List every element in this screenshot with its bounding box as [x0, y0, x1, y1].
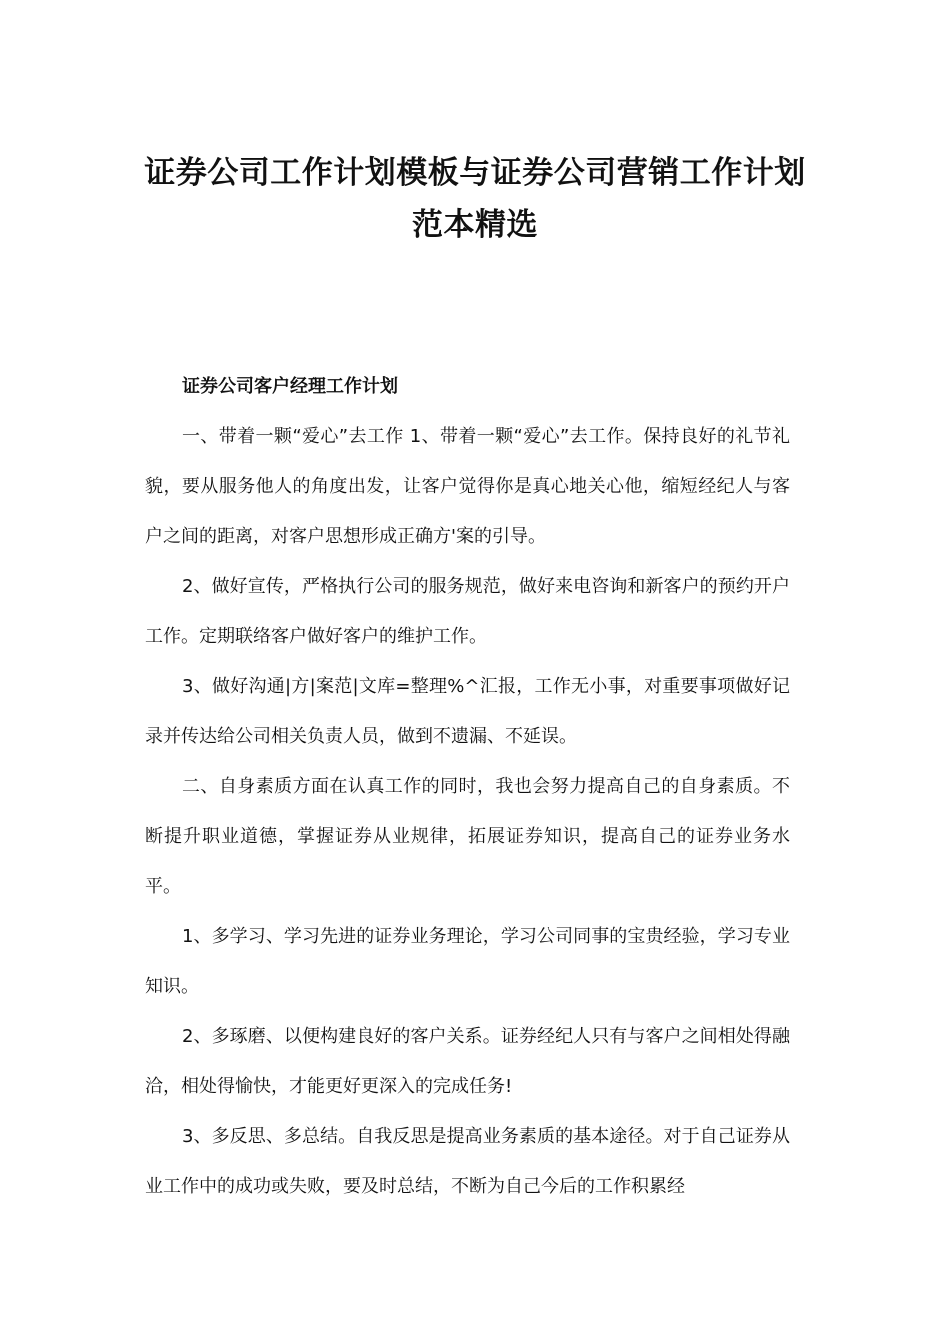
document-body: [145, 362, 790, 1212]
paragraph-think-more: 2、多琢磨、以便构建良好的客户关系。证券经纪人只有与客户之间相处得融洽，相处得愉快，才能更好更深入的完成任务!: [145, 1026, 790, 1097]
paragraph-communication: 3、做好沟通|方|案范|文库=整理%^汇报，工作无小事，对重要事项做好记录并传达给公司相关负责人员，做到不遗漏、不延误。: [145, 676, 790, 747]
paragraph-reflect-summarize: 3、多反思、多总结。自我反思是提高业务素质的基本途径。对于自己证券从业工作中的成功或失败，要及时总结，不断为自己今后的工作积累经: [145, 1126, 790, 1197]
paragraph-learn-more: 1、多学习、学习先进的证券业务理论，学习公司同事的宝贵经验，学习专业知识。: [145, 926, 790, 997]
document-title: 证券公司工作计划模板与证券公司营销工作计划范本精选: [144, 155, 806, 243]
section-heading: 证券公司客户经理工作计划: [182, 376, 398, 397]
paragraph-promotion: 2、做好宣传，严格执行公司的服务规范，做好来电咨询和新客户的预约开户工作。定期联络客户做好客户的维护工作。: [145, 576, 790, 647]
paragraph-self-quality: 二、自身素质方面在认真工作的同时，我也会努力提高自己的自身素质。不断提升职业道德，掌握证券从业规律，拓展证券知识，提高自己的证券业务水平。: [145, 776, 790, 897]
paragraph-love-at-work: 一、带着一颗“爱心”去工作 1、带着一颗“爱心”去工作。保持良好的礼节礼貌，要从服务他人的角度出发，让客户觉得你是真心地关心他，缩短经纪人与客户之间的距离，对客户思想形成正确方'案的引导。: [145, 426, 790, 547]
